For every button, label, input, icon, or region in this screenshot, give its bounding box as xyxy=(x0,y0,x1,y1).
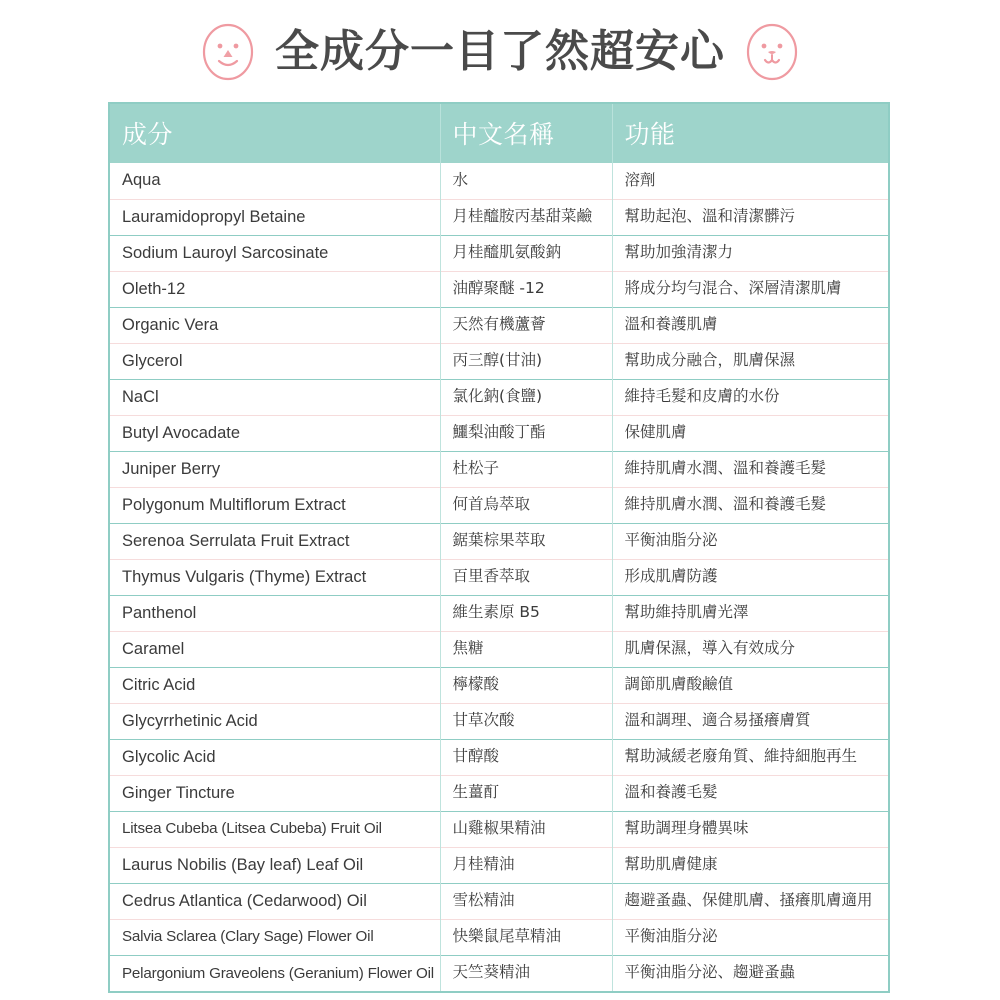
cell-function: 溫和養護毛髮 xyxy=(624,783,718,802)
cell-function: 調節肌膚酸鹼值 xyxy=(624,675,734,694)
cell-chinese-name: 甘草次酸 xyxy=(440,703,612,739)
table-row xyxy=(110,919,888,955)
cell-chinese-name: 鱷梨油酸丁酯 xyxy=(440,415,612,451)
cell-chinese-name: 快樂鼠尾草精油 xyxy=(440,919,612,955)
cell-ingredient: Lauramidopropyl Betaine xyxy=(110,199,440,235)
table-row xyxy=(110,307,888,343)
cell-ingredient: Thymus Vulgaris (Thyme) Extract xyxy=(110,559,440,595)
cell-chinese-name: 氯化鈉(食鹽) xyxy=(440,379,612,415)
table-row xyxy=(110,847,888,883)
table-row xyxy=(110,775,888,811)
cell-ingredient: NaCl xyxy=(110,379,440,415)
ingredients-table xyxy=(110,104,888,991)
table-row xyxy=(110,379,888,415)
cell-ingredient: Glycyrrhetinic Acid xyxy=(110,703,440,739)
table-row xyxy=(110,811,888,847)
cell-ingredient: Sodium Lauroyl Sarcosinate xyxy=(110,235,440,271)
cell-ingredient: Oleth-12 xyxy=(110,271,440,307)
cell-ingredient: Panthenol xyxy=(110,595,440,631)
table-row xyxy=(110,739,888,775)
ingredients-table-container xyxy=(108,102,890,993)
cell-chinese-name: 鋸葉棕果萃取 xyxy=(440,523,612,559)
table-row xyxy=(110,595,888,631)
column-header-chinese-name: 中文名稱 xyxy=(440,104,612,163)
table-row xyxy=(110,883,888,919)
cell-ingredient: Cedrus Atlantica (Cedarwood) Oil xyxy=(110,883,440,919)
cell-chinese-name: 油醇聚醚 -12 xyxy=(440,271,612,307)
cell-function: 幫助肌膚健康 xyxy=(624,855,718,874)
cell-function: 幫助調理身體異味 xyxy=(624,819,749,838)
cell-function: 維持毛髮和皮膚的水份 xyxy=(624,387,780,406)
cell-ingredient: Serenoa Serrulata Fruit Extract xyxy=(110,523,440,559)
cell-function: 幫助加強清潔力 xyxy=(624,243,734,262)
cell-chinese-name: 月桂醯肌氨酸鈉 xyxy=(440,235,612,271)
cell-function: 平衡油脂分泌 xyxy=(624,531,718,550)
cell-chinese-name: 水 xyxy=(440,163,612,199)
cell-chinese-name: 杜松子 xyxy=(440,451,612,487)
cell-function: 肌膚保濕，導入有效成分 xyxy=(624,639,796,658)
cell-function: 平衡油脂分泌 xyxy=(624,927,718,946)
cell-ingredient: Polygonum Multiflorum Extract xyxy=(110,487,440,523)
cell-function: 將成分均勻混合、深層清潔肌膚 xyxy=(624,279,842,298)
cell-ingredient: Juniper Berry xyxy=(110,451,440,487)
cell-function: 形成肌膚防護 xyxy=(624,567,718,586)
cell-chinese-name: 何首烏萃取 xyxy=(440,487,612,523)
cell-chinese-name: 天然有機蘆薈 xyxy=(440,307,612,343)
column-header-function: 功能 xyxy=(612,104,888,163)
cell-function: 平衡油脂分泌、趨避蚤蟲 xyxy=(624,963,796,982)
table-row xyxy=(110,559,888,595)
cell-chinese-name: 月桂醯胺丙基甜菜鹼 xyxy=(440,199,612,235)
cell-ingredient: Glycolic Acid xyxy=(110,739,440,775)
cell-function: 溫和養護肌膚 xyxy=(624,315,718,334)
cell-chinese-name: 檸檬酸 xyxy=(440,667,612,703)
cell-function: 幫助起泡、溫和清潔髒污 xyxy=(624,207,796,226)
cell-function: 趨避蚤蟲、保健肌膚、搔癢肌膚適用 xyxy=(624,891,873,910)
table-row xyxy=(110,667,888,703)
table-row xyxy=(110,451,888,487)
table-row xyxy=(110,199,888,235)
page-header xyxy=(0,16,1000,88)
cell-chinese-name: 焦糖 xyxy=(440,631,612,667)
table-body xyxy=(110,163,888,991)
table-header-row xyxy=(110,104,888,163)
cell-chinese-name: 甘醇酸 xyxy=(440,739,612,775)
cell-ingredient: Laurus Nobilis (Bay leaf) Leaf Oil xyxy=(110,847,440,883)
table-row xyxy=(110,487,888,523)
table-row xyxy=(110,163,888,199)
page-title: 全成分一目了然超安心 xyxy=(275,26,725,77)
table-row xyxy=(110,523,888,559)
table-row xyxy=(110,235,888,271)
cell-function: 保健肌膚 xyxy=(624,423,687,442)
cell-chinese-name: 月桂精油 xyxy=(440,847,612,883)
cell-ingredient: Aqua xyxy=(110,163,440,199)
table-row xyxy=(110,631,888,667)
cell-ingredient: Litsea Cubeba (Litsea Cubeba) Fruit Oil xyxy=(110,811,440,847)
cell-chinese-name: 百里香萃取 xyxy=(440,559,612,595)
table-row xyxy=(110,271,888,307)
cell-ingredient: Butyl Avocadate xyxy=(110,415,440,451)
cell-chinese-name: 山雞椒果精油 xyxy=(440,811,612,847)
cell-function: 溶劑 xyxy=(624,170,656,189)
cell-chinese-name: 天竺葵精油 xyxy=(440,955,612,991)
cell-chinese-name: 維生素原 B5 xyxy=(440,595,612,631)
table-row xyxy=(110,703,888,739)
cell-ingredient: Salvia Sclarea (Clary Sage) Flower Oil xyxy=(110,919,440,955)
cell-ingredient: Caramel xyxy=(110,631,440,667)
cell-chinese-name: 雪松精油 xyxy=(440,883,612,919)
table-header xyxy=(110,104,888,163)
cell-ingredient: Citric Acid xyxy=(110,667,440,703)
cell-function: 幫助減緩老廢角質、維持細胞再生 xyxy=(624,747,858,766)
column-header-ingredient: 成分 xyxy=(110,104,440,163)
cell-ingredient: Organic Vera xyxy=(110,307,440,343)
smiley-face-icon xyxy=(201,22,255,82)
cell-chinese-name: 丙三醇(甘油) xyxy=(440,343,612,379)
cell-function: 幫助成分融合，肌膚保濕 xyxy=(624,351,796,370)
table-row xyxy=(110,955,888,991)
cell-ingredient: Pelargonium Graveolens (Geranium) Flower Oil xyxy=(110,955,440,991)
cell-function: 維持肌膚水潤、溫和養護毛髮 xyxy=(624,459,827,478)
cell-function: 維持肌膚水潤、溫和養護毛髮 xyxy=(624,495,827,514)
cat-face-icon xyxy=(745,22,799,82)
table-row xyxy=(110,415,888,451)
cell-ingredient: Ginger Tincture xyxy=(110,775,440,811)
cell-function: 幫助維持肌膚光澤 xyxy=(624,603,749,622)
cell-function: 溫和調理、適合易搔癢膚質 xyxy=(624,711,811,730)
cell-ingredient: Glycerol xyxy=(110,343,440,379)
cell-chinese-name: 生薑酊 xyxy=(440,775,612,811)
table-row xyxy=(110,343,888,379)
